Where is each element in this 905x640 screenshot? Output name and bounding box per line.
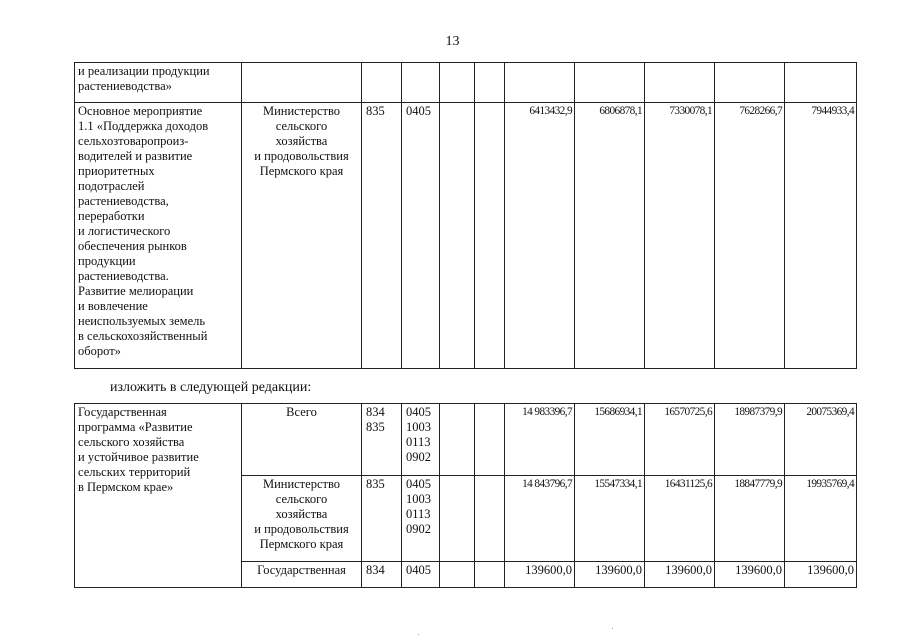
budget-table-old [74, 62, 857, 369]
value-cell: 139600,0 [645, 562, 715, 588]
rz-cell: 0405 1003 0113 0902 [402, 404, 440, 476]
executor-cell: Государственная [242, 562, 362, 588]
vr-cell [475, 103, 505, 369]
value-cell: 139600,0 [505, 562, 575, 588]
event-name-cell: Основное мероприятие 1.1 «Поддержка доходов сельхозтоваропроиз- водителей и развитие приоритетных подотраслей растениеводства, переработки и логистического обеспечения рынков продукции растениеводства. Развитие мелиорации и вовлечение неиспользуемых земель в сельскохозяйственный оборот» [75, 103, 242, 369]
page-number: 13 [445, 34, 460, 49]
executor-cell: Министерство сельского хозяйства и продовольствия Пермского края [242, 103, 362, 369]
vr-cell [475, 562, 505, 588]
value-cell: 20075369,4 [785, 404, 857, 476]
table-row [75, 63, 857, 103]
value-cell [645, 63, 715, 103]
executor-cell: Всего [242, 404, 362, 476]
value-cell: 18847779,9 [715, 476, 785, 562]
scan-speck [612, 628, 613, 629]
rz-cell: 0405 1003 0113 0902 [402, 476, 440, 562]
scan-speck [418, 634, 419, 635]
budget-table-new [74, 403, 857, 588]
value-cell: 7330078,1 [645, 103, 715, 369]
value-cell: 14 983396,7 [505, 404, 575, 476]
table-row [75, 404, 857, 476]
csr-cell [440, 103, 475, 369]
grbs-cell: 835 [362, 103, 402, 369]
csr-cell [440, 404, 475, 476]
value-cell: 16570725,6 [645, 404, 715, 476]
vr-cell [475, 404, 505, 476]
value-cell [785, 63, 857, 103]
value-cell: 7944933,4 [785, 103, 857, 369]
table-row [75, 103, 857, 369]
value-cell: 6806878,1 [575, 103, 645, 369]
event-name-cell: и реализации продукции растениеводства» [75, 63, 242, 103]
value-cell: 15686934,1 [575, 404, 645, 476]
grbs-cell [362, 63, 402, 103]
rz-cell: 0405 [402, 562, 440, 588]
csr-cell [440, 476, 475, 562]
value-cell: 18987379,9 [715, 404, 785, 476]
value-cell: 139600,0 [575, 562, 645, 588]
value-cell [575, 63, 645, 103]
value-cell: 7628266,7 [715, 103, 785, 369]
value-cell: 139600,0 [785, 562, 857, 588]
value-cell: 14 843796,7 [505, 476, 575, 562]
executor-cell: Министерство сельского хозяйства и продовольствия Пермского края [242, 476, 362, 562]
csr-cell [440, 63, 475, 103]
value-cell: 19935769,4 [785, 476, 857, 562]
grbs-cell: 834 835 [362, 404, 402, 476]
csr-cell [440, 562, 475, 588]
grbs-cell: 835 [362, 476, 402, 562]
rz-cell [402, 63, 440, 103]
vr-cell [475, 63, 505, 103]
value-cell: 6413432,9 [505, 103, 575, 369]
value-cell [505, 63, 575, 103]
executor-cell [242, 63, 362, 103]
rz-cell: 0405 [402, 103, 440, 369]
value-cell: 15547334,1 [575, 476, 645, 562]
value-cell: 16431125,6 [645, 476, 715, 562]
grbs-cell: 834 [362, 562, 402, 588]
vr-cell [475, 476, 505, 562]
value-cell: 139600,0 [715, 562, 785, 588]
value-cell [715, 63, 785, 103]
program-name-cell: Государственная программа «Развитие сельского хозяйства и устойчивое развитие сельских территорий в Пермском крае» [75, 404, 242, 588]
instruction-caption: изложить в следующей редакции: [110, 380, 312, 395]
